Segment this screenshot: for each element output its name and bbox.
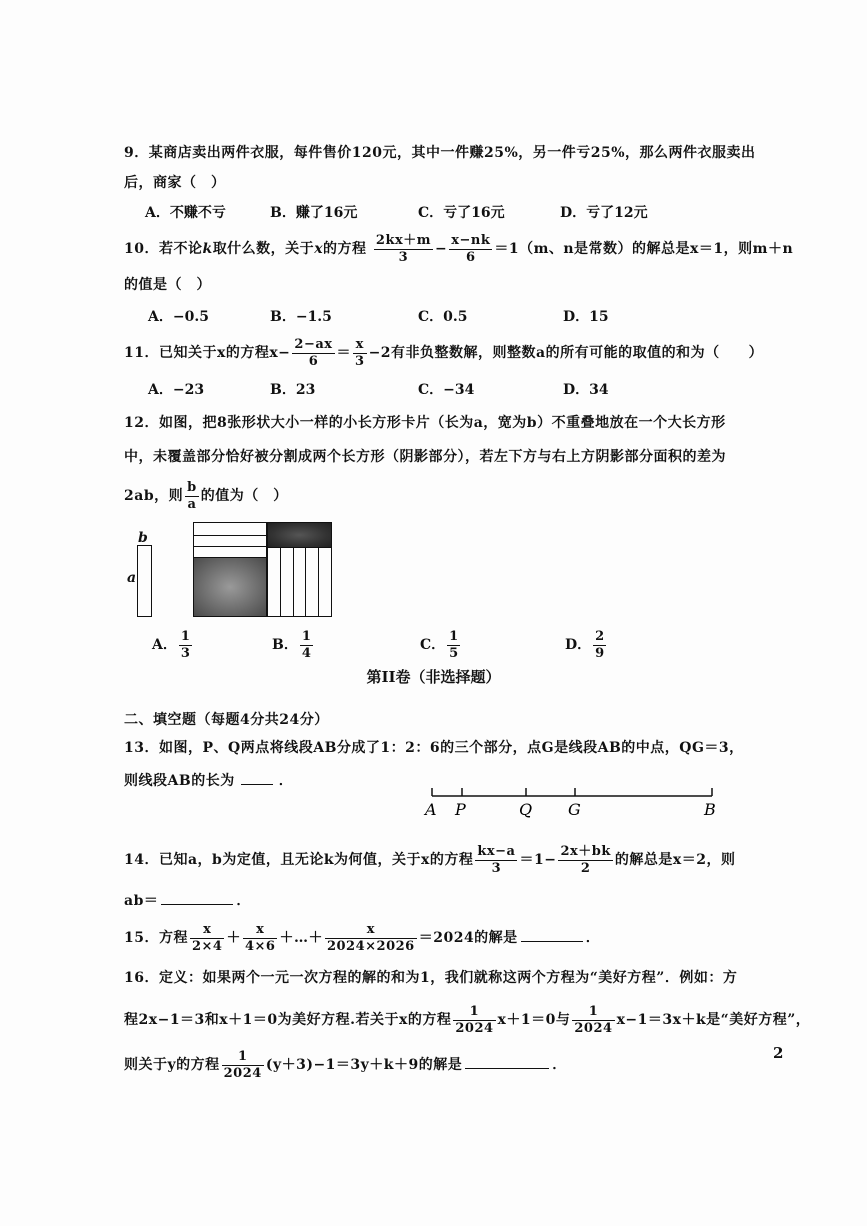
small-card — [137, 545, 152, 617]
q12-option-d: D． $\frac{2}{9}$ — [565, 628, 605, 661]
q14-answer-blank[interactable] — [161, 890, 233, 905]
q14-fraction-1: $\frac{kx-a}{3}$ — [477, 843, 516, 876]
q14-fraction-2: $\frac{2x+bk}{2}$ — [560, 843, 611, 876]
q9-option-b: B．赚了16元 — [270, 205, 358, 221]
q11-option-a: A．−23 — [148, 382, 205, 398]
q14-stem-line1: 14．已知a，b为定值，且无论k为何值，关于x的方程 $\frac{kx-a}{3}$ ＝1− $\frac{2x+bk}{2}$ 的解总是x＝2，则 — [124, 843, 736, 876]
page-number: 2 — [773, 1044, 784, 1062]
q10-stem-line1: 10．若不论k取什么数，关于x的方程 $\frac{2kx+m}{3}$ − $\frac{x-nk}{6}$ ＝1（m、n是常数）的解总是x＝1，则m＋n — [124, 232, 794, 265]
q12-option-c: C． $\frac{1}{5}$ — [420, 628, 459, 661]
vertical-card-edge — [318, 548, 319, 616]
label-g: G — [568, 800, 581, 819]
q16-stem-line1: 16．定义：如果两个一元一次方程的解的和为1，我们就称这两个方程为“美好方程”．例如：方 — [124, 970, 738, 986]
q12-stem-line2: 中，未覆盖部分恰好被分割成两个长方形（阴影部分），若左下方与右上方阴影部分面积的差为 — [124, 449, 726, 465]
q9-option-c: C．亏了16元 — [418, 205, 505, 221]
divider — [268, 547, 331, 548]
vertical-card-edge — [280, 548, 281, 616]
q16-stem-line2: 程2x−1＝3和x＋1＝0为美好方程.若关于x的方程 $\frac{1}{2024}$ x＋1＝0与 $\frac{1}{2024}$ x−1＝3x＋k是“美好方程”， — [124, 1003, 811, 1036]
shaded-region-bottom-left — [194, 558, 266, 616]
card-label-a: a — [127, 570, 137, 586]
q16-answer-blank[interactable] — [465, 1054, 549, 1069]
q12-fraction: $\frac{b}{a}$ — [187, 479, 197, 512]
q10-fraction-1: $\frac{2kx+m}{3}$ — [375, 232, 431, 265]
part2-title: 第II卷（非选择题） — [366, 668, 501, 686]
q14-stem-line2: ab＝ ． — [124, 890, 251, 911]
q15-answer-blank[interactable] — [521, 927, 583, 942]
q11-stem: 11．已知关于x的方程x− $\frac{2-ax}{6}$ ＝ $\frac{x}{3}$ −2有非负整数解，则整数a的所有可能的取值的和为（ ） — [124, 336, 764, 369]
q11-option-b: B．23 — [270, 382, 316, 398]
vertical-card-edge — [305, 548, 306, 616]
horizontal-card — [194, 546, 266, 558]
q13-stem-line2: 则线段AB的长为 ． — [124, 770, 293, 791]
q15-stem: 15．方程 $\frac{x}{2\times 4}$ ＋ $\frac{x}{4\times 6}$ ＋…＋ $\frac{x}{2024\times 2026}$ ＝2024的解是 ． — [124, 921, 601, 954]
q10-option-c: C．0.5 — [418, 309, 468, 325]
q9-option-a: A．不赚不亏 — [145, 205, 226, 221]
section2-title: 二、填空题（每题4分共24分） — [124, 712, 329, 728]
q11-option-c: C．−34 — [418, 382, 475, 398]
segment-figure — [420, 782, 720, 822]
card-label-b: b — [138, 530, 148, 546]
q10-stem-line2: 的值是（ ） — [124, 277, 211, 293]
label-p: P — [455, 800, 466, 819]
label-q: Q — [519, 800, 533, 819]
q12-option-a: A． $\frac{1}{3}$ — [152, 628, 190, 661]
q11-fraction-1: $\frac{2-ax}{6}$ — [294, 336, 333, 369]
q13-stem-line1: 13．如图，P、Q两点将线段AB分成了1：2：6的三个部分，点G是线段AB的中点，QG＝3， — [124, 740, 744, 756]
q13-answer-blank[interactable] — [241, 770, 273, 785]
q11-option-d: D．34 — [563, 382, 609, 398]
q11-fraction-2: $\frac{x}{3}$ — [355, 336, 365, 369]
q12-option-b: B． $\frac{1}{4}$ — [272, 628, 311, 661]
large-rectangle — [193, 522, 332, 617]
q12-stem-line1: 12．如图，把8张形状大小一样的小长方形卡片（长为a，宽为b）不重叠地放在一个大长方形 — [124, 415, 726, 431]
label-a: A — [425, 800, 437, 819]
q10-option-d: D．15 — [563, 309, 609, 325]
q9-option-d: D．亏了12元 — [560, 205, 648, 221]
q10-fraction-2: $\frac{x-nk}{6}$ — [451, 232, 491, 265]
q10-option-a: A．−0.5 — [148, 309, 209, 325]
vertical-card-edge — [293, 548, 294, 616]
q10-option-b: B．−1.5 — [270, 309, 332, 325]
q16-stem-line3: 则关于y的方程 $\frac{1}{2024}$ (y＋3)−1＝3y＋k＋9的解是 ． — [124, 1048, 567, 1081]
q9-stem-line2: 后，商家（ ） — [124, 175, 226, 191]
shaded-region-top-right — [268, 523, 331, 547]
label-b: B — [704, 800, 716, 819]
q9-stem-line1: 9．某商店卖出两件衣服，每件售价120元，其中一件赚25%，另一件亏25%，那么两件衣服卖出 — [124, 145, 756, 161]
q12-stem-line3: 2ab，则 $\frac{b}{a}$ 的值为（ ） — [124, 479, 288, 512]
